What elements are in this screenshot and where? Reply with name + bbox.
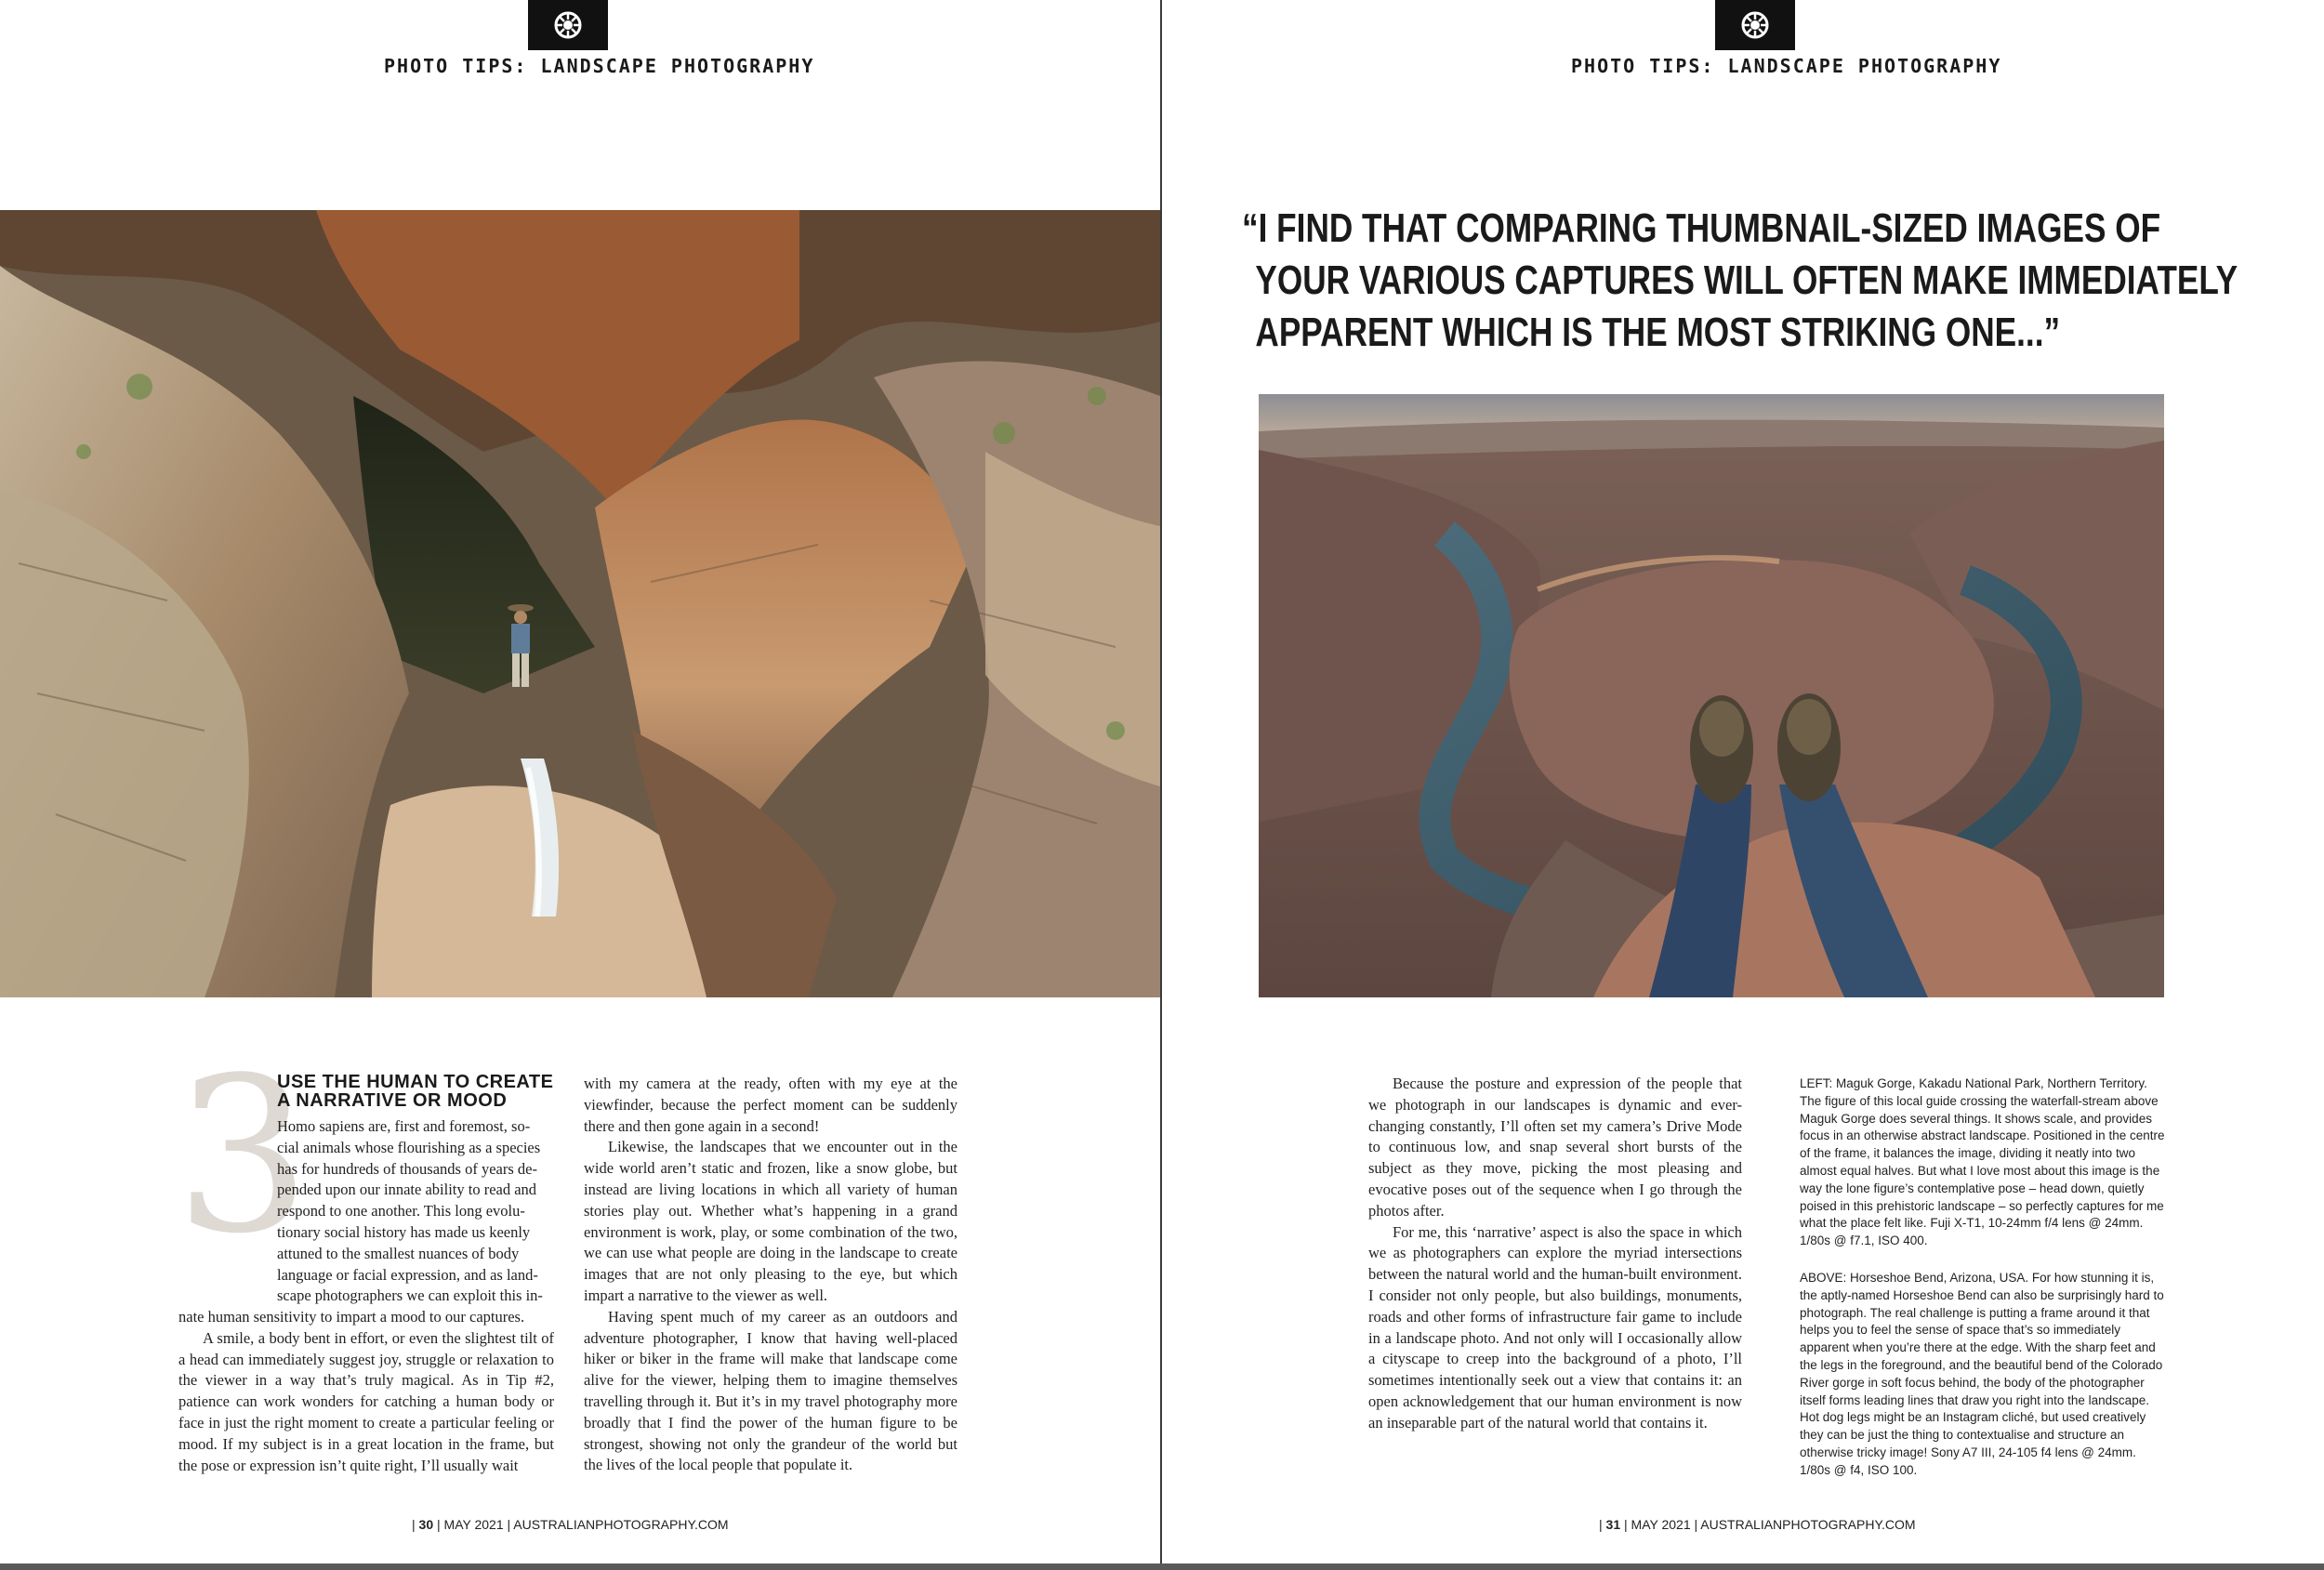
body-line: Homo sapiens are, first and foremost, so-	[277, 1117, 531, 1135]
body-paragraph: nate human sensitivity to impart a mood to our captures.	[178, 1308, 525, 1326]
header-title-right: PHOTO TIPS: LANDSCAPE PHOTOGRAPHY	[1571, 55, 2002, 77]
body-paragraph: Because the posture and expression of the people that we photograph in our landscapes is dynamic and ever-changing constantly, I’ll often set my camera’s Drive Mode to continuous low, and snap several short bursts of the subject as they move, picking the most pleasing and evocative poses out of the sequence when I go through the photos after.	[1368, 1075, 1742, 1220]
pull-quote-line2: YOUR VARIOUS CAPTURES WILL OFTEN MAKE IMMEDIATELY	[1255, 257, 2238, 303]
tip-heading-line1: USE THE HUMAN TO CREATE	[277, 1072, 554, 1092]
body-paragraph: with my camera at the ready, often with my eye at the viewfinder, because the perfect moment can be suddenly there and then gone again in a second!	[584, 1075, 957, 1135]
body-line: attuned to the smallest nuances of body	[277, 1244, 520, 1262]
body-paragraph: Likewise, the landscapes that we encounter out in the wide world aren’t static and frozen, like a snow globe, but instead are living locations in which all variety of human stories play out. Whether what’s happening in a grand environment is work, play, or some combination of the two, we can use what people are doing in the landscape to create images that are not only pleasing to the eye, but which impart a narrative to the viewer as well.	[584, 1138, 957, 1304]
maguk-gorge-photo	[0, 210, 1160, 997]
body-paragraph: For me, this ‘narrative’ aspect is also the space in which we as photographers can explore the myriad intersections between the natural world and the human-built environment. I consider not only people, but also buildings, monuments, roads and other forms of infrastructure fair game to include in a landscape photo. And not only will I occasionally allow a cityscape to creep into the background of a photo, I’ll sometimes intentionally seek out a view that contains it: an open acknowledgement that our human environment is now an inseparable part of the natural world that contains it.	[1368, 1222, 1742, 1431]
body-paragraph: A smile, a body bent in effort, or even the slightest tilt of a head can immediately suggest joy, struggle or relaxation to the viewer in a way that’s truly magical. As in Tip #2, patience can work wonders for catching a human body or face in just the right moment to create a particular feeling or mood. If my subject is in a great location in the frame, but the pose or expression isn’t quite right, I’ll usually wait	[178, 1328, 554, 1474]
body-line: tionary social history has made us keenly	[277, 1222, 531, 1241]
pull-quote-line3: APPARENT WHICH IS THE MOST STRIKING ONE...”	[1255, 310, 2061, 355]
caption-above-image: ABOVE: Horseshoe Bend, Arizona, USA. For how stunning it is, the aptly-named Horseshoe Bend can also be surprisingly hard to photograph. The real challenge is putting a frame around it that helps you to feel the sense of space that’s so immediately apparent when you’re there at the edge. With the sharp feet and the legs in the foreground, and the beautiful bend of the Colorado River gorge in soft focus behind, the body of the photographer itself forms leading lines that draw you right into the landscape. Hot dog legs might be an Instagram cliché, but used creatively they can be just the thing to contextualise and structure an otherwise tricky image! Sony A7 III, 24-105 f4 lens @ 24mm. 1/80s @ f4, ISO 100.	[1800, 1271, 2164, 1477]
logo-tab-right	[1715, 0, 1795, 50]
footer-pipe: |	[412, 1517, 419, 1532]
body-line: cial animals whose flourishing as a species	[277, 1138, 541, 1156]
pull-quote	[1242, 203, 2238, 359]
aperture-icon	[1740, 10, 1770, 40]
article-column-1-wrap	[277, 1116, 554, 1307]
body-paragraph: Having spent much of my career as an outdoors and adventure photographer, I know that having well-placed hiker or biker in the frame will make that landscape come alive for the viewer, helping them to imagine themselves travelling through it. But it’s in my travel photography more broadly that I find the power of the human figure to be strongest, showing not only the grandeur of the world but the lives of the local people that populate it.	[584, 1307, 957, 1474]
tip-heading-line2: A NARRATIVE OR MOOD	[277, 1090, 508, 1111]
footer-right	[1599, 1517, 1916, 1532]
logo-tab-left	[528, 0, 608, 50]
header-title-left: PHOTO TIPS: LANDSCAPE PHOTOGRAPHY	[384, 55, 815, 77]
footer-text-right: | MAY 2021 | AUSTRALIANPHOTOGRAPHY.COM	[1620, 1517, 1916, 1532]
bottom-edge-bar	[0, 1563, 2324, 1570]
caption-left-image: LEFT: Maguk Gorge, Kakadu National Park, Northern Territory. The figure of this local guide crossing the waterfall-stream above Maguk Gorge does several things. It shows scale, and provides focus in an otherwise abstract landscape. Positioned in the centre of the frame, it balances the image, dividing it neatly into two almost equal halves. But what I love most about this image is the way the lone figure’s contemplative pose – head down, quietly poised in this prehistoric landscape – so perfectly captures for me what the place felt like. Fuji X-T1, 10-24mm f/4 lens @ 24mm. 1/80s @ f7.1, ISO 400.	[1800, 1076, 2165, 1248]
article-column-1	[178, 1307, 554, 1476]
article-column-2	[584, 1074, 957, 1476]
footer-pipe: |	[1599, 1517, 1606, 1532]
tip-number: 3	[175, 1033, 311, 1281]
right-page	[1162, 0, 2324, 1570]
article-column-3	[1368, 1074, 1742, 1434]
body-line: has for hundreds of thousands of years de-	[277, 1159, 537, 1178]
page-number-left: 30	[418, 1517, 434, 1532]
page-number-right: 31	[1605, 1517, 1621, 1532]
body-line: language or facial expression, and as land-	[277, 1265, 538, 1284]
aperture-icon	[553, 10, 583, 40]
horseshoe-bend-photo	[1259, 394, 2164, 997]
footer-left	[412, 1517, 729, 1532]
pull-quote-line1: “I FIND THAT COMPARING THUMBNAIL-SIZED IMAGES OF	[1242, 205, 2161, 251]
left-page	[0, 0, 1160, 1570]
body-line: pended upon our innate ability to read and	[277, 1181, 537, 1199]
footer-text-left: | MAY 2021 | AUSTRALIANPHOTOGRAPHY.COM	[433, 1517, 729, 1532]
body-line: respond to one another. This long evolu-	[277, 1202, 525, 1220]
tip-heading	[277, 1073, 556, 1110]
body-line: scape photographers we can exploit this in-	[277, 1286, 543, 1305]
